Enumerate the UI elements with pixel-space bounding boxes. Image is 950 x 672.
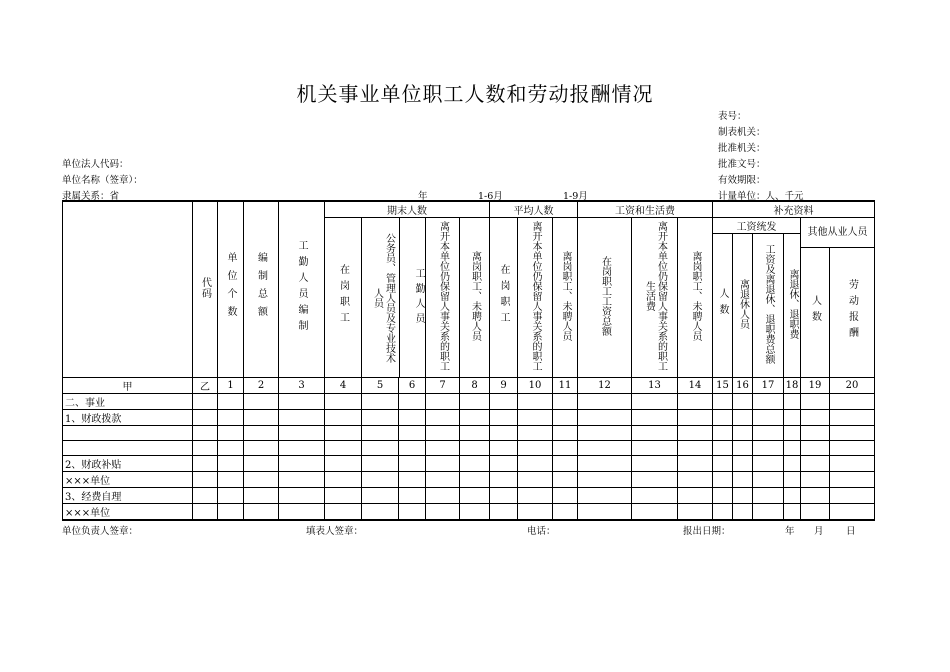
- col-num: 14: [678, 378, 713, 394]
- header-workers: 工勤人员: [413, 267, 424, 328]
- meta-legal-code: 单位法人代码：: [62, 159, 129, 170]
- header-blank: [63, 201, 193, 378]
- col-num: 16: [733, 378, 753, 394]
- meta-affiliation: 隶属关系：省: [62, 191, 120, 202]
- footer-filler: 填表人签章：: [306, 526, 364, 537]
- col-num: 13: [632, 378, 678, 394]
- table-row: [63, 456, 875, 472]
- header-average: 平均人数: [490, 201, 578, 218]
- row-label: [63, 426, 193, 441]
- row-label: 2、财政补贴: [63, 456, 193, 472]
- header-labor-pay: 劳动报酬: [830, 248, 875, 378]
- row-label: 1、财政拨款: [63, 410, 193, 426]
- col-num: 20: [830, 378, 875, 394]
- footer-report-date: 报出日期：: [683, 526, 731, 537]
- header-supplementary: 补充资料: [713, 201, 875, 218]
- header-worker-staffing: 工勤人员编制: [279, 201, 325, 378]
- header-wage-retire-total: 工资及离退休、退职费总额: [753, 234, 784, 378]
- col-num: 9: [490, 378, 518, 394]
- table-row: [63, 426, 875, 441]
- table-row: [63, 504, 875, 521]
- meta-unit-name: 单位名称（签章）：: [62, 175, 143, 186]
- report-title: 机关事业单位职工人数和劳动报酬情况: [296, 82, 654, 106]
- col-num: 7: [426, 378, 460, 394]
- header-staffing-total: 编制总额: [244, 201, 279, 378]
- col-num: 2: [244, 378, 279, 394]
- col-num: 12: [578, 378, 632, 394]
- table-row: [63, 394, 875, 410]
- row-label: 二、事业: [63, 394, 193, 410]
- col-num: 8: [460, 378, 490, 394]
- row-label: ×××单位: [63, 504, 193, 521]
- report-table: [62, 200, 875, 521]
- footer-phone: 电话：: [527, 526, 556, 537]
- table-row: [63, 410, 875, 426]
- header-count: 人数: [713, 234, 733, 378]
- meta-issuing-authority: 制表机关：: [718, 127, 766, 138]
- header-unit-count: 单位个数: [218, 201, 244, 378]
- header-count-other: 人数: [801, 248, 830, 378]
- meta-approval-number: 批准文号：: [718, 159, 766, 170]
- col-num: 11: [553, 378, 578, 394]
- header-away-living: 离开本单位仍保留人事关系的职工生活费: [632, 218, 678, 378]
- header-retirees: 离退休人员: [733, 234, 753, 378]
- col-num: 1: [218, 378, 244, 394]
- header-onpost: 在岗职工: [325, 218, 362, 378]
- col-num: 5: [362, 378, 399, 394]
- col-num: 3: [279, 378, 325, 394]
- col-num: 17: [753, 378, 784, 394]
- header-civil-servants: 公务员、管理人员及专业技术人员: [371, 232, 395, 363]
- header-period-end: 期末人数: [325, 201, 490, 218]
- header-unified-pay: 工资统发: [713, 218, 801, 234]
- col-num: 4: [325, 378, 362, 394]
- col-num: 15: [713, 378, 733, 394]
- col-num: 18: [784, 378, 801, 394]
- meta-range-q3: 1-9月: [563, 191, 588, 202]
- header-off-post-avg: 离岗职工、未聘人员: [553, 218, 578, 378]
- row-label: ×××单位: [63, 472, 193, 488]
- header-wages: 工资和生活费: [578, 201, 713, 218]
- footer-month: 月: [814, 526, 824, 537]
- header-onpost-avg: 在岗职工: [490, 218, 518, 378]
- header-other-employees: 其他从业人员: [801, 218, 875, 248]
- header-away-retained: 离开本单位仍保留人事关系的职工: [426, 218, 460, 378]
- footer-unit-head: 单位负责人签章：: [62, 526, 139, 537]
- footer-day: 日: [846, 526, 856, 537]
- table-row: [63, 472, 875, 488]
- header-off-post: 离岗职工、未聘人员: [460, 218, 490, 378]
- col-num: 甲: [63, 378, 193, 394]
- meta-approving-authority: 批准机关：: [718, 143, 766, 154]
- table-row: [63, 488, 875, 504]
- meta-form-number: 表号：: [718, 111, 747, 122]
- col-num: 10: [518, 378, 553, 394]
- column-number-row: [63, 378, 875, 394]
- row-label: [63, 441, 193, 456]
- meta-range-h1: 1-6月: [478, 191, 503, 202]
- header-away-retained-avg: 离开本单位仍保留人事关系的职工: [518, 218, 553, 378]
- header-civil-cell: [362, 218, 426, 378]
- table-row: [63, 441, 875, 456]
- row-label: 3、经费自理: [63, 488, 193, 504]
- col-num: 19: [801, 378, 830, 394]
- col-num: 6: [399, 378, 426, 394]
- meta-unit: 计量单位：人、千元: [718, 191, 804, 202]
- header-off-post-wages: 离岗职工、未聘人员: [678, 218, 713, 378]
- header-onpost-wages: 在岗职工工资总额: [578, 218, 632, 378]
- header-code: 代码: [193, 201, 218, 378]
- meta-validity-period: 有效期限：: [718, 175, 766, 186]
- meta-year: 年: [418, 191, 428, 202]
- col-num: 乙: [193, 378, 218, 394]
- footer-year: 年: [785, 526, 795, 537]
- header-retire-fee: 离退休、退职费: [784, 234, 801, 378]
